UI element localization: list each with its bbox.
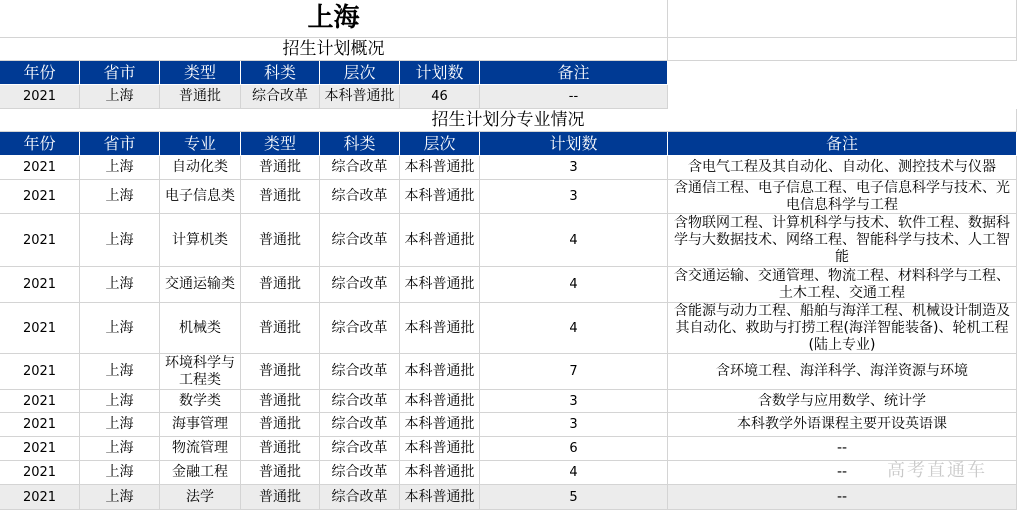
row-type: 普通批 (241, 437, 320, 461)
row-year: 2021 (0, 214, 80, 267)
overview-header-province: 省市 (80, 61, 160, 85)
row-plan-count: 3 (480, 413, 668, 437)
row-type: 普通批 (241, 214, 320, 267)
row-category: 综合改革 (320, 303, 400, 354)
row-notes: 含物联网工程、计算机科学与技术、软件工程、数据科学与大数据技术、网络工程、智能科学与技术、人工智能 (668, 214, 1017, 267)
overview-header-year: 年份 (0, 61, 80, 85)
empty-cell (668, 38, 1017, 61)
row-category: 综合改革 (320, 214, 400, 267)
row-plan-count: 5 (480, 485, 668, 510)
row-category: 综合改革 (320, 180, 400, 214)
row-notes: -- (668, 461, 1017, 485)
row-notes: 含电气工程及其自动化、自动化、测控技术与仪器 (668, 156, 1017, 180)
row-category: 综合改革 (320, 461, 400, 485)
detail-header-notes: 备注 (668, 132, 1017, 156)
row-year: 2021 (0, 437, 80, 461)
row-level: 本科普通批 (400, 214, 480, 267)
row-year: 2021 (0, 461, 80, 485)
overview-notes: -- (480, 85, 668, 109)
row-category: 综合改革 (320, 267, 400, 303)
detail-header-level: 层次 (400, 132, 480, 156)
overview-province: 上海 (80, 85, 160, 109)
row-level: 本科普通批 (400, 461, 480, 485)
overview-year: 2021 (0, 85, 80, 109)
row-level: 本科普通批 (400, 354, 480, 390)
row-plan-count: 4 (480, 214, 668, 267)
watermark-text: 高考直通车 (887, 460, 987, 481)
row-type: 普通批 (241, 180, 320, 214)
row-major: 数学类 (160, 390, 241, 413)
row-major: 金融工程 (160, 461, 241, 485)
page-title: 上海 (0, 0, 668, 38)
row-level: 本科普通批 (400, 485, 480, 510)
row-type: 普通批 (241, 461, 320, 485)
row-year: 2021 (0, 390, 80, 413)
row-notes: 含数学与应用数学、统计学 (668, 390, 1017, 413)
row-plan-count: 3 (480, 180, 668, 214)
overview-plan-count: 46 (400, 85, 480, 109)
row-province: 上海 (80, 485, 160, 510)
row-major: 计算机类 (160, 214, 241, 267)
row-year: 2021 (0, 180, 80, 214)
row-major: 海事管理 (160, 413, 241, 437)
row-plan-count: 4 (480, 303, 668, 354)
row-plan-count: 7 (480, 354, 668, 390)
row-level: 本科普通批 (400, 303, 480, 354)
row-year: 2021 (0, 303, 80, 354)
overview-subtitle: 招生计划概况 (0, 38, 668, 61)
detail-header-year: 年份 (0, 132, 80, 156)
row-category: 综合改革 (320, 156, 400, 180)
row-level: 本科普通批 (400, 413, 480, 437)
row-type: 普通批 (241, 354, 320, 390)
row-type: 普通批 (241, 267, 320, 303)
row-major: 法学 (160, 485, 241, 510)
row-province: 上海 (80, 214, 160, 267)
overview-category: 综合改革 (241, 85, 320, 109)
row-notes: -- (668, 485, 1017, 510)
row-level: 本科普通批 (400, 267, 480, 303)
row-year: 2021 (0, 156, 80, 180)
row-notes: -- (668, 437, 1017, 461)
row-category: 综合改革 (320, 485, 400, 510)
row-year: 2021 (0, 354, 80, 390)
row-province: 上海 (80, 390, 160, 413)
row-notes: 含能源与动力工程、船舶与海洋工程、机械设计制造及其自动化、救助与打捞工程(海洋智能装备)、轮机工程(陆上专业) (668, 303, 1017, 354)
row-notes: 含通信工程、电子信息工程、电子信息科学与技术、光电信息科学与工程 (668, 180, 1017, 214)
row-province: 上海 (80, 267, 160, 303)
row-province: 上海 (80, 156, 160, 180)
row-year: 2021 (0, 413, 80, 437)
row-type: 普通批 (241, 303, 320, 354)
detail-header-category: 科类 (320, 132, 400, 156)
overview-header-plan: 计划数 (400, 61, 480, 85)
row-type: 普通批 (241, 390, 320, 413)
overview-header-level: 层次 (320, 61, 400, 85)
row-year: 2021 (0, 485, 80, 510)
row-type: 普通批 (241, 485, 320, 510)
row-plan-count: 3 (480, 156, 668, 180)
row-major: 自动化类 (160, 156, 241, 180)
row-plan-count: 4 (480, 461, 668, 485)
row-province: 上海 (80, 461, 160, 485)
row-major: 机械类 (160, 303, 241, 354)
overview-type: 普通批 (160, 85, 241, 109)
row-category: 综合改革 (320, 390, 400, 413)
row-level: 本科普通批 (400, 390, 480, 413)
row-province: 上海 (80, 180, 160, 214)
row-category: 综合改革 (320, 413, 400, 437)
overview-header-type: 类型 (160, 61, 241, 85)
row-province: 上海 (80, 413, 160, 437)
row-plan-count: 4 (480, 267, 668, 303)
row-province: 上海 (80, 437, 160, 461)
row-level: 本科普通批 (400, 156, 480, 180)
row-major: 电子信息类 (160, 180, 241, 214)
row-province: 上海 (80, 354, 160, 390)
detail-header-major: 专业 (160, 132, 241, 156)
row-major: 环境科学与工程类 (160, 354, 241, 390)
row-plan-count: 6 (480, 437, 668, 461)
row-category: 综合改革 (320, 354, 400, 390)
row-notes: 本科教学外语课程主要开设英语课 (668, 413, 1017, 437)
row-province: 上海 (80, 303, 160, 354)
row-level: 本科普通批 (400, 437, 480, 461)
row-year: 2021 (0, 267, 80, 303)
detail-header-province: 省市 (80, 132, 160, 156)
row-major: 交通运输类 (160, 267, 241, 303)
row-plan-count: 3 (480, 390, 668, 413)
row-level: 本科普通批 (400, 180, 480, 214)
row-type: 普通批 (241, 413, 320, 437)
overview-header-category: 科类 (241, 61, 320, 85)
row-notes: 含环境工程、海洋科学、海洋资源与环境 (668, 354, 1017, 390)
detail-subtitle: 招生计划分专业情况 (0, 109, 1017, 132)
row-major: 物流管理 (160, 437, 241, 461)
overview-level: 本科普通批 (320, 85, 400, 109)
empty-cell (668, 0, 1017, 38)
overview-header-notes: 备注 (480, 61, 668, 85)
detail-header-plan: 计划数 (480, 132, 668, 156)
row-type: 普通批 (241, 156, 320, 180)
row-category: 综合改革 (320, 437, 400, 461)
row-notes: 含交通运输、交通管理、物流工程、材料科学与工程、土木工程、交通工程 (668, 267, 1017, 303)
detail-header-type: 类型 (241, 132, 320, 156)
